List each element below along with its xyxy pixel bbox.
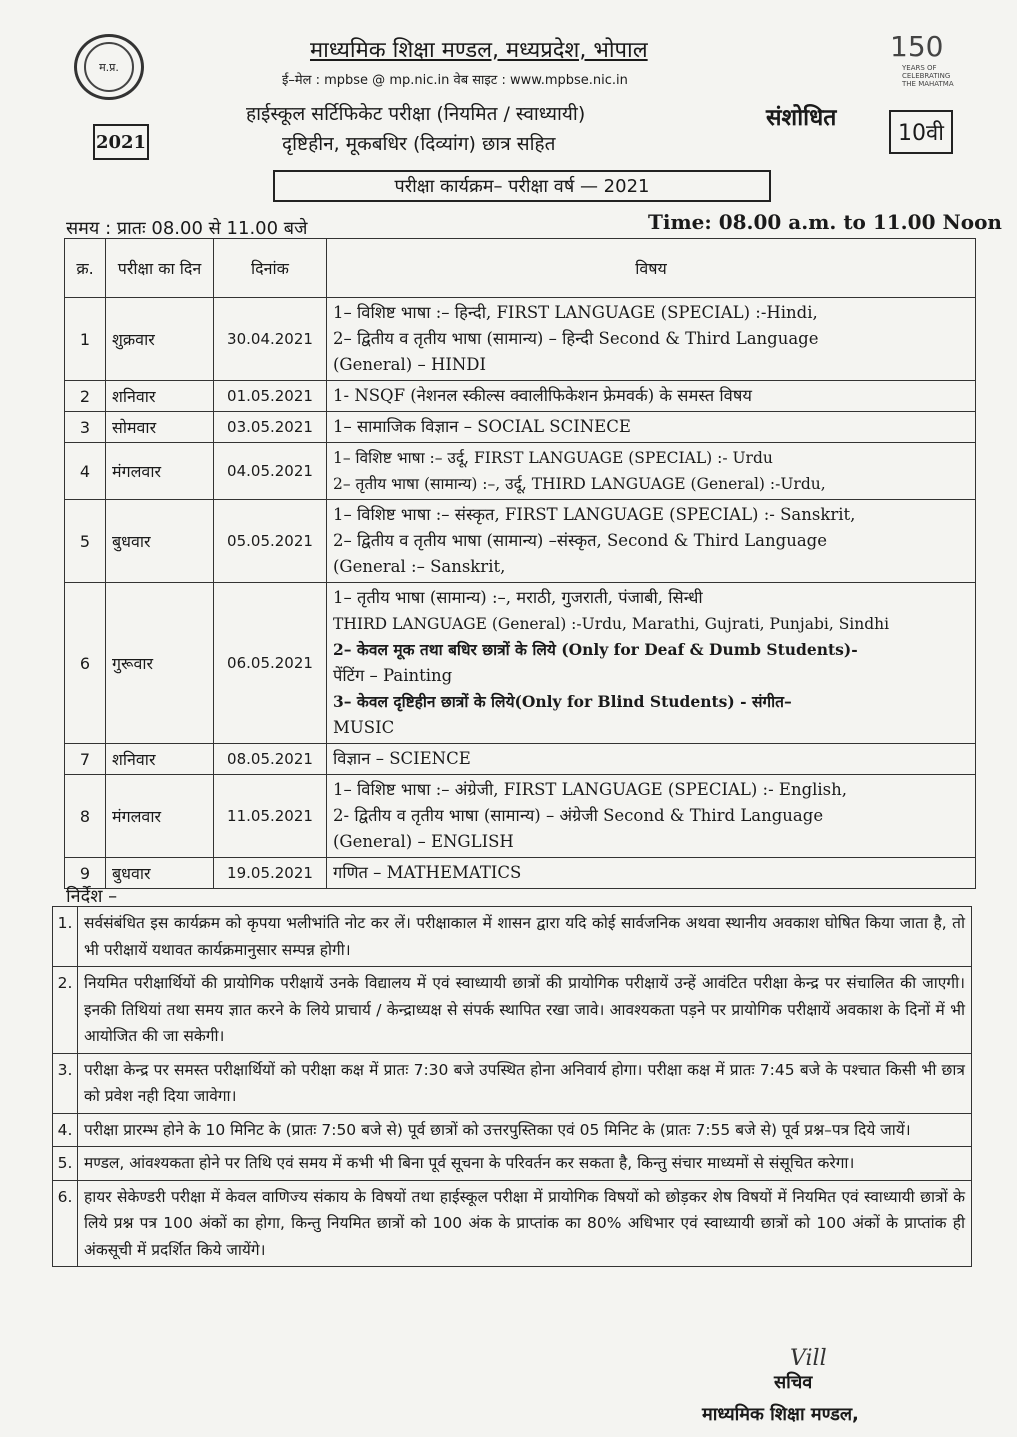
row-serial: 2 [65, 381, 106, 412]
subject-line: 2– केवल मूक तथा बधिर छात्रों के लिये (Only for Deaf & Dumb Students)- [333, 640, 858, 659]
note-text: हायर सेकेण्डरी परीक्षा में केवल वाणिज्य संकाय के विषयों तथा हाईस्कूल परीक्षा में प्रायोगिक विषयों को छोड़कर शेष विषयों में नियमित एवं स्वाध्यायी छात्रों के लिये प्रश्न पत्र 100 अंकों का होगा, किन्तु नियमित छात्रों को 100 अंक के प्राप्तांक का 80% अधिभार एवं स्वाध्यायी छात्रों को 100 अंकों के प्राप्तांक ही अंकसूची में प्रदर्शित किये जायेंगे। [78, 1180, 972, 1267]
programme-title: परीक्षा कार्यक्रम– परीक्षा वर्ष — 2021 [273, 170, 771, 202]
row-subject [327, 500, 976, 583]
row-date: 11.05.2021 [214, 775, 327, 858]
signature-title: सचिव [774, 1372, 813, 1393]
board-logo [74, 34, 144, 100]
note-number: 1. [53, 907, 78, 967]
note-row [53, 1147, 972, 1181]
class-box: 10वी [889, 110, 953, 154]
subject-line: (General) – ENGLISH [333, 832, 514, 851]
row-serial: 4 [65, 443, 106, 500]
subject-line: 2– तृतीय भाषा (सामान्य) :–, उर्दू, THIRD LANGUAGE (General) :-Urdu, [333, 475, 826, 493]
subject-line: MUSIC [333, 718, 395, 737]
table-row [65, 583, 976, 744]
header-serial: क्र. [65, 239, 106, 298]
header-day: परीक्षा का दिन [106, 239, 214, 298]
note-row [53, 1180, 972, 1267]
subject-line: 1– विशिष्ट भाषा :– संस्कृत, FIRST LANGUAGE (SPECIAL) :- Sanskrit, [333, 505, 856, 524]
row-day: शुक्रवार [106, 298, 214, 381]
note-number: 6. [53, 1180, 78, 1267]
row-serial: 8 [65, 775, 106, 858]
note-text: परीक्षा केन्द्र पर समस्त परीक्षार्थियों को परीक्षा कक्ष में प्रातः 7:30 बजे उपस्थित होना अनिवार्य होगा। परीक्षा कक्ष में प्रातः 7:45 बजे के पश्चात किसी भी छात्र को प्रवेश नही दिया जावेगा। [78, 1053, 972, 1113]
revised-label: संशोधित [766, 105, 837, 131]
table-row [65, 500, 976, 583]
row-date: 06.05.2021 [214, 583, 327, 744]
table-row [65, 412, 976, 443]
header-date: दिनांक [214, 239, 327, 298]
row-date: 19.05.2021 [214, 858, 327, 889]
table-row [65, 775, 976, 858]
subject-line: 3– केवल दृष्टिहीन छात्रों के लिये(Only for Blind Students) - संगीत– [333, 692, 792, 711]
row-serial: 7 [65, 744, 106, 775]
note-row [53, 1053, 972, 1113]
time-english: Time: 08.00 a.m. to 11.00 Noon [648, 210, 1002, 234]
table-row [65, 858, 976, 889]
notes-table [52, 906, 972, 1267]
row-subject [327, 775, 976, 858]
row-day: गुरूवार [106, 583, 214, 744]
row-date: 08.05.2021 [214, 744, 327, 775]
note-number: 4. [53, 1113, 78, 1147]
subject-line: विज्ञान – SCIENCE [333, 749, 471, 768]
row-day: बुधवार [106, 500, 214, 583]
row-date: 04.05.2021 [214, 443, 327, 500]
row-subject [327, 858, 976, 889]
schedule-table [64, 238, 976, 889]
anniversary-logo: 150 [890, 30, 944, 63]
subject-line: 1– विशिष्ट भाषा :– अंग्रेजी, FIRST LANGUAGE (SPECIAL) :- English, [333, 780, 848, 799]
subject-line: 1– विशिष्ट भाषा :– हिन्दी, FIRST LANGUAGE (SPECIAL) :-Hindi, [333, 303, 818, 322]
subject-line: 2– द्वितीय व तृतीय भाषा (सामान्य) –संस्कृत, Second & Third Language [333, 531, 827, 550]
row-serial: 5 [65, 500, 106, 583]
row-day: बुधवार [106, 858, 214, 889]
signature-mark: Vill [790, 1346, 827, 1371]
subject-line: THIRD LANGUAGE (General) :-Urdu, Marathi, Gujrati, Punjabi, Sindhi [333, 615, 890, 633]
subject-line: 1- NSQF (नेशनल स्कील्स क्वालीफिकेशन फ्रेमवर्क) के समस्त विषय [333, 386, 752, 405]
table-row [65, 443, 976, 500]
note-number: 2. [53, 967, 78, 1054]
signature-org: माध्यमिक शिक्षा मण्डल, [702, 1404, 859, 1425]
row-date: 30.04.2021 [214, 298, 327, 381]
time-hindi: समय : प्रातः 08.00 से 11.00 बजे [66, 218, 308, 239]
logo-text: म.प्र. [99, 60, 119, 74]
row-subject [327, 381, 976, 412]
subject-line: 2- द्वितीय व तृतीय भाषा (सामान्य) – अंग्रेजी Second & Third Language [333, 806, 824, 825]
note-text: मण्डल, आंवश्यकता होने पर तिथि एवं समय में कभी भी बिना पूर्व सूचना के परिवर्तन कर सकता है, किन्तु संचार माध्यमों से संसूचित करेगा। [78, 1147, 972, 1181]
year-box: 2021 [93, 124, 149, 160]
subject-line: गणित – MATHEMATICS [333, 863, 522, 882]
table-row [65, 381, 976, 412]
table-row [65, 298, 976, 381]
row-date: 03.05.2021 [214, 412, 327, 443]
header-subject: विषय [327, 239, 976, 298]
subject-line: (General :– Sanskrit, [333, 557, 506, 576]
table-header-row [65, 239, 976, 298]
row-day: शनिवार [106, 381, 214, 412]
row-subject [327, 583, 976, 744]
exam-subtitle: दृष्टिहीन, मूकबधिर (दिव्यांग) छात्र सहित [282, 133, 556, 155]
subject-line: 1– तृतीय भाषा (सामान्य) :–, मराठी, गुजराती, पंजाबी, सिन्धी [333, 588, 703, 607]
subject-line: पेंटिंग – Painting [333, 666, 453, 685]
row-day: शनिवार [106, 744, 214, 775]
subject-line: 1– विशिष्ट भाषा :– उर्दू, FIRST LANGUAGE (SPECIAL) :- Urdu [333, 449, 773, 467]
subject-line: (General) – HINDI [333, 355, 487, 374]
row-day: मंगलवार [106, 443, 214, 500]
org-title: माध्यमिक शिक्षा मण्डल, मध्यप्रदेश, भोपाल [310, 38, 648, 63]
row-date: 01.05.2021 [214, 381, 327, 412]
note-text: परीक्षा प्रारम्भ होने के 10 मिनिट के (प्रातः 7:50 बजे से) पूर्व छात्रों को उत्तरपुस्तिका एवं 05 मिनिट के (प्रातः 7:55 बजे से) पूर्व प्रश्न–पत्र दिये जायें। [78, 1113, 972, 1147]
row-serial: 1 [65, 298, 106, 381]
note-number: 3. [53, 1053, 78, 1113]
notes-label: निर्देश – [66, 886, 118, 907]
note-row [53, 967, 972, 1054]
row-serial: 3 [65, 412, 106, 443]
anniversary-subtext: YEARS OF CELEBRATING THE MAHATMA [902, 64, 954, 88]
exam-title: हाईस्कूल सर्टिफिकेट परीक्षा (नियमित / स्वाध्यायी) [246, 103, 586, 125]
note-number: 5. [53, 1147, 78, 1181]
note-text: नियमित परीक्षार्थियों की प्रायोगिक परीक्षायें उनके विद्यालय में एवं स्वाध्यायी छात्रों की प्रायोगिक परीक्षायें उन्हें आवंटित परीक्षा केन्द्र पर संचालित की जाएगी। इनकी तिथियां तथा समय ज्ञात करने के लिये प्राचार्य / केन्द्राध्यक्ष से संपर्क स्थापित रखा जावे। आवश्यकता पड़ने पर प्रायोगिक परीक्षायें अवकाश के दिनों में भी आयोजित की जा सकेगी। [78, 967, 972, 1054]
board-seal-icon [84, 42, 134, 92]
row-serial: 9 [65, 858, 106, 889]
row-day: सोमवार [106, 412, 214, 443]
row-subject [327, 412, 976, 443]
row-subject [327, 744, 976, 775]
row-day: मंगलवार [106, 775, 214, 858]
subject-line: 2– द्वितीय व तृतीय भाषा (सामान्य) – हिन्दी Second & Third Language [333, 329, 819, 348]
table-row [65, 744, 976, 775]
note-row [53, 1113, 972, 1147]
row-serial: 6 [65, 583, 106, 744]
row-subject [327, 298, 976, 381]
row-date: 05.05.2021 [214, 500, 327, 583]
note-text: सर्वसंबंधित इस कार्यक्रम को कृपया भलीभांति नोट कर लें। परीक्षाकाल में शासन द्वारा यदि कोई सार्वजनिक अथवा स्थानीय अवकाश घोषित किया जाता है, तो भी परीक्षायें यथावत कार्यक्रमानुसार सम्पन्न होगी। [78, 907, 972, 967]
note-row [53, 907, 972, 967]
contact-info: ई–मेल : mpbse @ mp.nic.in वेब साइट : www.mpbse.nic.in [282, 73, 628, 88]
subject-line: 1– सामाजिक विज्ञान – SOCIAL SCINECE [333, 417, 631, 436]
row-subject [327, 443, 976, 500]
